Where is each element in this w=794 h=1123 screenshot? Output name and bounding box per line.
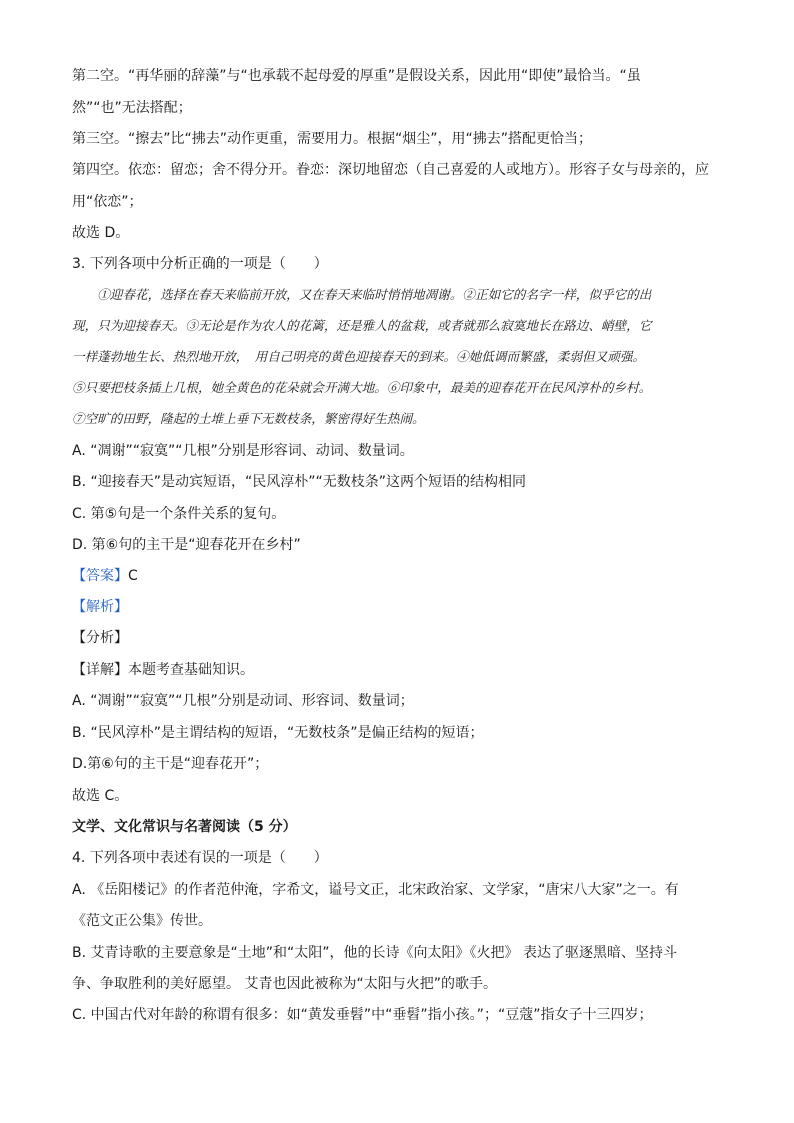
passage-line: ⑦空旷的田野，隆起的土堆上垂下无数枝条，繁密得好生热闹。 (72, 411, 425, 426)
answer-line (72, 566, 722, 586)
question-stem: 3. 下列各项中分析正确的一项是（ ） (72, 256, 328, 272)
option-b: B. 艾青诗歌的主要意象是“土地”和“太阳”，他的长诗《向太阳》《火把》 表达了驱逐黑暗、坚持斗 (72, 945, 677, 961)
option-d: D. 第⑥句的主干是“迎春花开在乡村” (72, 537, 301, 553)
option-b-cont: 争、争取胜利的美好愿望。 艾青也因此被称为“太阳与火把”的歌手。 (72, 976, 497, 992)
text-line: 第三空。“擦去”比“拂去”动作更重，需要用力。根据“烟尘”，用“拂去”搭配更恰当； (72, 131, 593, 147)
passage-line: 现，只为迎接春天。③无论是作为农人的花篱，还是雅人的盆栽，或者就那么寂寞地长在路边、峭壁，它 (72, 318, 652, 333)
detail-line: B. “民风淳朴”是主谓结构的短语，“无数枝条”是偏正结构的短语； (72, 725, 484, 741)
option-a-cont: 《范文正公集》传世。 (72, 913, 212, 929)
passage-line: ⑤只要把枝条插上几根，她全黄色的花朵就会开满大地。⑥印象中，最美的迎春花开在民风淳朴的乡村。 (72, 380, 652, 395)
text-line: 故选 D。 (72, 225, 130, 241)
text-line: 第二空。“再华丽的辞藻”与“也承载不起母爱的厚重”是假设关系，因此用“即使”最恰当。“虽 (72, 68, 641, 84)
option-a: A. 《岳阳楼记》的作者范仲淹，字希文，谥号文正，北宋政治家、文学家，“唐宋八大家”之一。有 (72, 882, 679, 898)
text-line: 然”“也”无法搭配； (72, 100, 192, 116)
text-line: 第四空。依恋：留恋；舍不得分开。眷恋：深切地留恋（自己喜爱的人或地方）。形容子女与母亲的，应 (72, 162, 709, 178)
detail-line: D.第⑥句的主干是“迎春花开”； (72, 756, 269, 772)
section-heading: 文学、文化常识与名著阅读（5 分） (72, 819, 297, 835)
detail-line: 故选 C。 (72, 788, 129, 804)
option-b: B. “迎接春天”是动宾短语，“民风淳朴”“无数枝条”这两个短语的结构相同 (72, 474, 527, 490)
answer-value: C (128, 568, 138, 584)
detail-line: 【详解】本题考查基础知识。 (72, 662, 254, 678)
option-c: C. 中国古代对年龄的称谓有很多：如“黄发垂髫”中“垂髫”指小孩。”；“豆蔻”指女子十三四岁； (72, 1007, 653, 1023)
option-a: A. “凋谢”“寂寞”“几根”分别是形容词、动词、数量词。 (72, 443, 414, 459)
option-c: C. 第⑤句是一个条件关系的复句。 (72, 506, 286, 522)
passage-line: 一样蓬勃地生长、热烈地开放， 用自己明亮的黄色迎接春天的到来。④她低调而繁盛，柔弱但又顽强。 (72, 349, 646, 364)
fenxi-tag: 【分析】 (72, 630, 128, 646)
passage-line: ①迎春花，选择在春天来临前开放，又在春天来临时悄悄地凋谢。②正如它的名字一样，似乎它的出 (72, 287, 652, 302)
text-line: 用“依恋”； (72, 194, 143, 210)
detail-line: A. “凋谢”“寂寞”“几根”分别是动词、形容词、数量词； (72, 693, 414, 709)
answer-tag: 【答案】 (72, 568, 128, 584)
analysis-tag: 【解析】 (72, 599, 128, 615)
question-stem: 4. 下列各项中表述有误的一项是（ ） (72, 850, 328, 866)
